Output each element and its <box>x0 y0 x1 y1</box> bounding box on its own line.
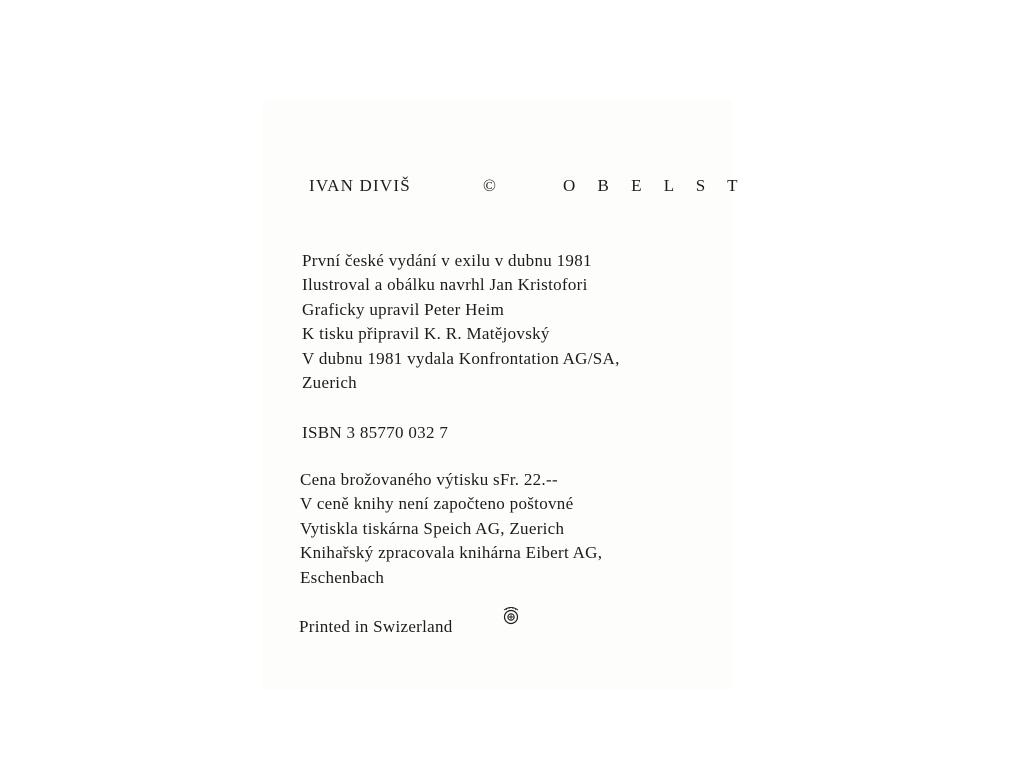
edition-info <box>302 249 620 395</box>
isbn <box>302 421 448 445</box>
price-line: Cena brožovaného výtisku sFr. 22.-- <box>300 470 558 489</box>
printer-seal-icon <box>499 604 523 628</box>
copyright-symbol: © <box>483 176 498 195</box>
bindery-line: Knihařský zpracovala knihárna Eibert AG, <box>300 543 603 563</box>
bindery-city-line: Eschenbach <box>300 567 385 587</box>
postage-line: V ceně knihy není započteno poštovné <box>300 494 574 514</box>
isbn-line: ISBN 3 85770 032 7 <box>302 423 449 442</box>
price-and-printing-info <box>300 468 602 590</box>
book-title: O B E L S T <box>563 176 747 195</box>
designer-line: Graficky upravil Peter Heim <box>302 299 505 319</box>
illustrator-line: Ilustroval a obálku navrhl Jan Kristofori <box>302 275 588 295</box>
printed-in: Printed in Swizerland <box>299 617 453 636</box>
editor-line: K tisku připravil K. R. Matějovský <box>302 324 550 344</box>
publisher-city-line: Zuerich <box>302 373 357 393</box>
publisher-line: V dubnu 1981 vydala Konfrontation AG/SA, <box>302 348 620 368</box>
author-name: IVAN DIVIŠ <box>309 176 411 195</box>
printer-line: Vytiskla tiskárna Speich AG, Zuerich <box>300 518 565 538</box>
edition-line: První české vydání v exilu v dubnu 1981 <box>302 251 592 270</box>
